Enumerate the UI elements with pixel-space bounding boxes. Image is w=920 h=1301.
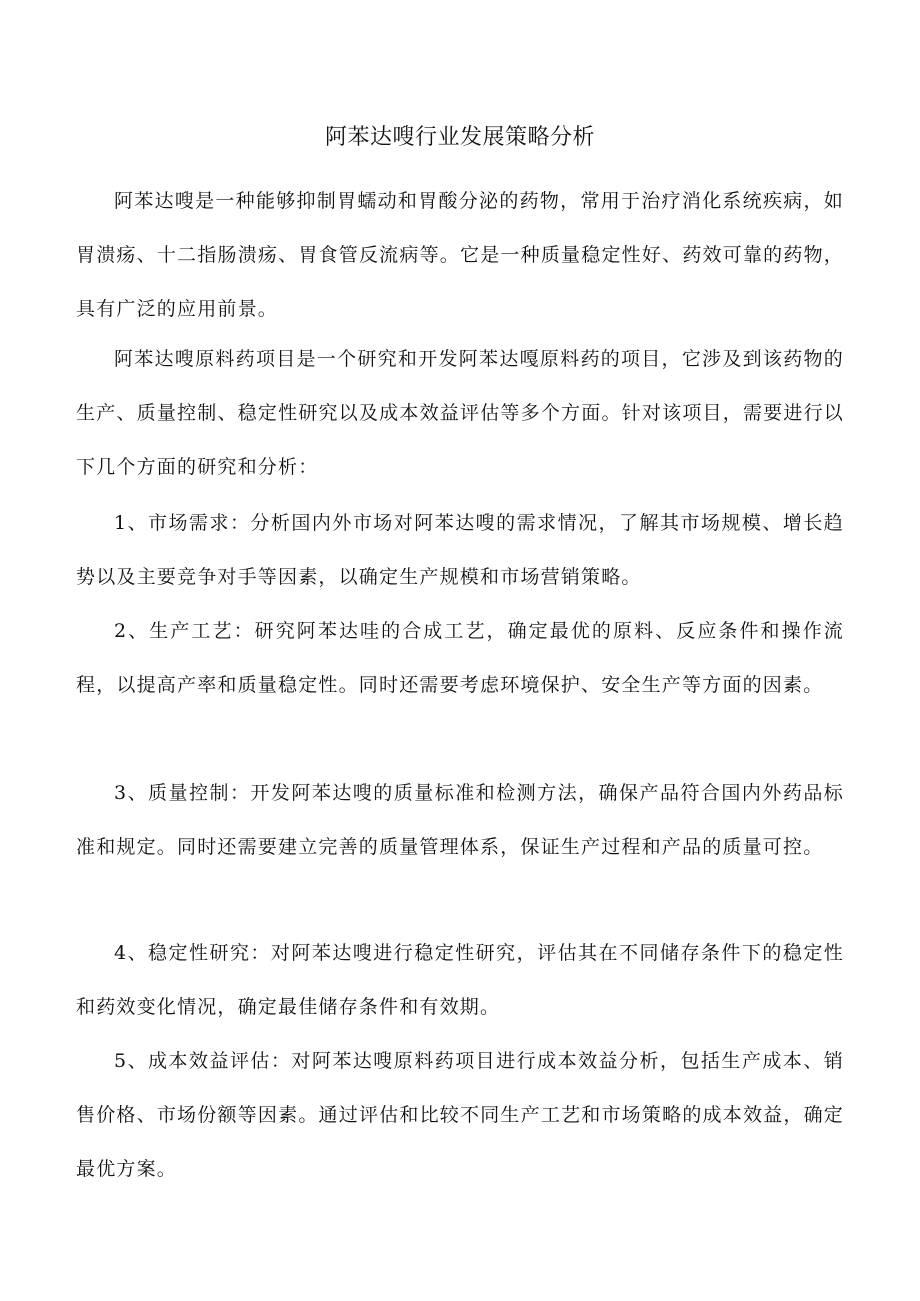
paragraph-production-process: 2、生产工艺：研究阿苯达哇的合成工艺，确定最优的原料、反应条件和操作流程，以提高产率和质量稳定性。同时还需要考虑环境保护、安全生产等方面的因素。 [76,620,844,696]
paragraph-cost-benefit: 5、成本效益评估：对阿苯达嗖原料药项目进行成本效益分析，包括生产成本、销售价格、市场份额等因素。通过评估和比较不同生产工艺和市场策略的成本效益，确定最优方案。 [76,1050,844,1180]
document-title: 阿苯达嗖行业发展策略分析 [324,125,595,150]
paragraph-quality-control: 3、质量控制：开发阿苯达嗖的质量标准和检测方法，确保产品符合国内外药品标准和规定。同时还需要建立完善的质量管理体系，保证生产过程和产品的质量可控。 [76,782,844,858]
paragraph-market-demand: 1、市场需求：分析国内外市场对阿苯达嗖的需求情况，了解其市场规模、增长趋势以及主要竞争对手等因素，以确定生产规模和市场营销策略。 [76,512,844,588]
paragraph-project-overview: 阿苯达嗖原料药项目是一个研究和开发阿苯达嘎原料药的项目，它涉及到该药物的生产、质量控制、稳定性研究以及成本效益评估等多个方面。针对该项目，需要进行以下几个方面的研究和分析： [76,348,844,478]
paragraph-intro: 阿苯达嗖是一种能够抑制胃蠕动和胃酸分泌的药物，常用于治疗消化系统疾病，如胃溃疡、十二指肠溃疡、胃食管反流病等。它是一种质量稳定性好、药效可靠的药物，具有广泛的应用前景。 [76,190,844,320]
paragraph-stability-study: 4、稳定性研究：对阿苯达嗖进行稳定性研究，评估其在不同储存条件下的稳定性和药效变化情况，确定最佳储存条件和有效期。 [76,942,844,1018]
